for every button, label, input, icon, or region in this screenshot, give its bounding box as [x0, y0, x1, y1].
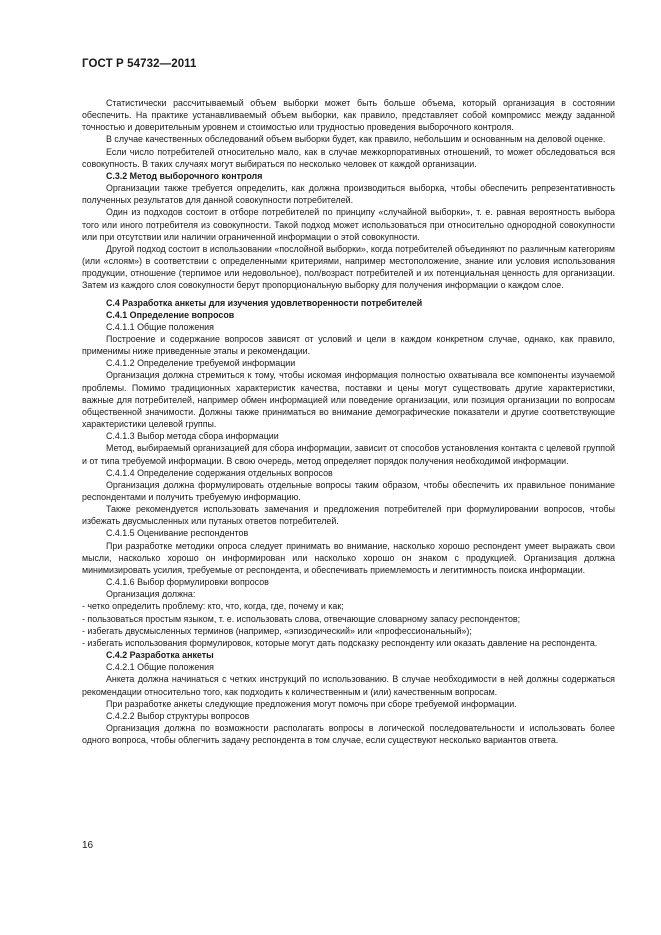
paragraph: Организация должна формулировать отдельные вопросы таким образом, чтобы обеспечить их правильное понимание респондентами и получить требуемую информацию.	[82, 479, 615, 502]
subsection-label: С.4.1.6 Выбор формулировки вопросов	[106, 577, 269, 588]
subsection-label: С.4.1.1 Общие положения	[106, 321, 214, 332]
subsection-label: С.4.2.1 Общие положения	[106, 662, 214, 673]
list-item: - четко определить проблему: кто, что, когда, где, почему и как;	[82, 601, 344, 612]
subsection-label: С.4.1.5 Оценивание респондентов	[106, 528, 249, 539]
subsection-label: Организация должна:	[106, 589, 196, 600]
paragraph: Один из подходов состоит в отборе потребителей по принципу «случайной выборки», т. е. равная вероятность выбора того или иного потребителя из совокупности. Такой подход может использоваться при относительно однородной совокупности или при отсутствии или наличии ограниченной информации о этой совокупности.	[82, 207, 615, 242]
paragraph: Анкета должна начинаться с четких инструкций по использованию. В случае необходимости в ней должны содержаться рекомендации относительно того, как подходить к количественным и (или) качественным вопросам.	[82, 674, 615, 697]
paragraph: Организация должна стремиться к тому, чтобы искомая информация полностью охватывала все компоненты изучаемой проблемы. Помимо традиционных характеристик качества, поставки и цены могут существовать другие характеристики, важные для потребителей, например обмен информацией или поведение организации, или позиция организации по вопросам общественной значимости. Должны также приниматься во внимание демографические показатели и другие соответствующие характеристики целевой группы.	[82, 370, 615, 430]
list-item: - пользоваться простым языком, т. е. использовать слова, отвечающие словарному запасу респондентов;	[82, 613, 521, 624]
paragraph: Метод, выбираемый организацией для сбора информации, зависит от способов установления контакта с целевой группой и от типа требуемой информации. В свою очередь, метод определяет порядок получения необходимой информации.	[82, 443, 615, 466]
subsection-label: С.4.1.2 Определение требуемой информации	[106, 358, 296, 369]
paragraph: В случае качественных обследований объем выборки будет, как правило, небольшим и основанным на деловой оценке.	[106, 134, 606, 145]
subsection-label: С.4.1.4 Определение содержания отдельных вопросов	[106, 467, 333, 478]
paragraph: Другой подход состоит в использовании «послойной выборки», когда потребителей объединяют по различным категориям (или «слоям») в соответствии с определенными критериями, например местоположение, знание или условия использования продукции, отношение (терпимое или недовольное), пол/возраст потребителей и их потенциальная ценность для организации. Затем из каждого слоя совокупности берут пропорциональную выборку для получения информации о каждом слое.	[82, 243, 615, 291]
page-number: 16	[82, 840, 94, 851]
list-item: - избегать использования формулировок, которые могут дать подсказку респонденту или оказать давление на респондента.	[82, 637, 598, 648]
paragraph: При разработке методики опроса следует принимать во внимание, насколько хорошо респондент умеет выражать свои мысли, насколько хорошо он информирован или насколько хорошо он знаком с продукцией. Организация должна минимизировать усилия, требуемые от респондента, и обеспечивать приемлемость и легитимность поиска информации.	[82, 540, 615, 575]
list-item: - избегать двусмысленных терминов (например, «эпизодический» или «профессиональный»);	[82, 625, 472, 636]
paragraph: Также рекомендуется использовать замечания и предложения потребителей при формулировании вопросов, чтобы избежать двусмысленных или путаных ответов потребителей.	[82, 504, 615, 527]
paragraph: Организации также требуется определить, как должна производиться выборка, чтобы обеспечить репрезентативность полученных результатов для данной совокупности потребителей.	[82, 183, 615, 206]
paragraph: При разработке анкеты следующие предложения могут помочь при сборе требуемой информации.	[106, 698, 517, 709]
subsection-label: С.4.2.2 Выбор структуры вопросов	[106, 710, 250, 721]
paragraph: Статистически рассчитываемый объем выборки может быть больше объема, который организация в состоянии обеспечить. На практике устанавливаемый объем выборки, как правило, представляет собой компромисс между заданной точностью и доверительным уровнем и стоимостью или трудностью проведения выборочного контроля.	[82, 98, 615, 133]
section-heading: С.4 Разработка анкеты для изучения удовлетворенности потребителей	[106, 297, 423, 308]
paragraph: Построение и содержание вопросов зависят от условий и цели в каждом конкретном случае, однако, как правило, применимы ниже приведенные этапы и рекомендации.	[82, 333, 615, 357]
section-heading: С.3.2 Метод выборочного контроля	[106, 170, 263, 181]
paragraph: Организация должна по возможности располагать вопросы в логической последовательности и использовать более одного вопроса, чтобы облегчить задачу респондента в том случае, если существуют несколько вариантов ответа.	[82, 722, 615, 746]
section-heading: С.4.2 Разработка анкеты	[106, 650, 214, 661]
subsection-label: С.4.1.3 Выбор метода сбора информации	[106, 431, 279, 442]
standard-header: ГОСТ Р 54732—2011	[82, 58, 197, 70]
section-heading: С.4.1 Определение вопросов	[106, 309, 235, 320]
paragraph: Если число потребителей относительно мало, как в случае межкорпоративных отношений, то может обследоваться вся совокупность. В таких случаях могут выбираться по несколько человек от каждой организации.	[82, 146, 615, 169]
document-body	[82, 97, 615, 746]
